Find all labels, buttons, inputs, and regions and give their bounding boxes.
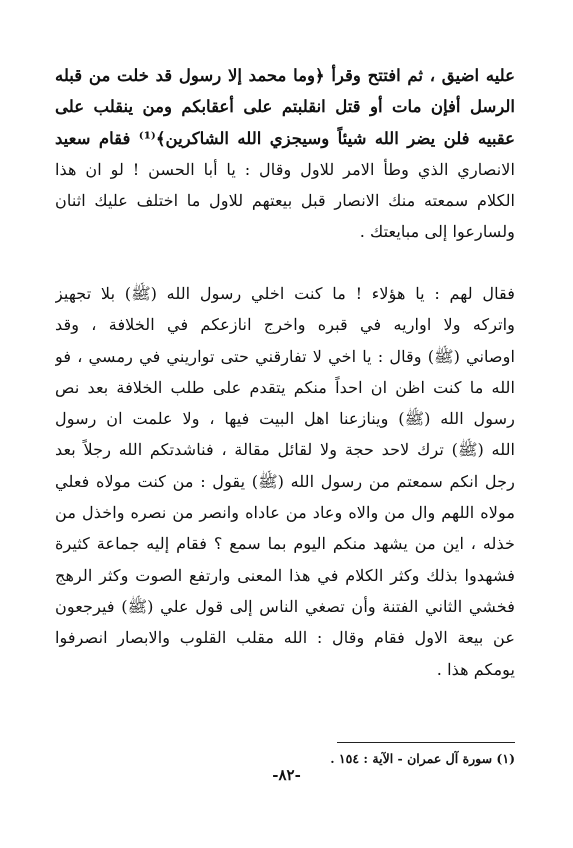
text-line: فشهدوا بذلك وكثر الكلام في هذا المعنى وارتفع الصوت وكثر الرهج: [55, 565, 515, 585]
text-line: اوصاني (ﷺ) وقال : يا اخي لا تفارقني حتى تواريني في رمسي ، فو: [55, 346, 515, 366]
text-line: عقبيه فلن يضر الله شيئاً وسيجزي الله الشاكرين﴾⁽¹⁾ فقام سعيد: [55, 128, 515, 148]
footnote: (١) سورة آل عمران - الآية : ١٥٤ .: [330, 751, 515, 766]
text-line: يومكم هذا .: [436, 659, 515, 679]
paragraph-2: [55, 278, 515, 685]
text-line: الكلام سمعته منك الانصار قبل بيعتهم للاول ما اختلف عليك اثنان: [55, 191, 515, 211]
text-line: الله (ﷺ) ترك لاحد حجة ولا لقائل مقالة ، فناشدتكم الله رجلاً بعد: [55, 440, 515, 460]
text-line: الله ما كنت اظن ان احداً منكم يتقدم على طلب الخلافة بعد نص: [55, 377, 515, 397]
text-line: رجل انكم سمعتم من رسول الله (ﷺ) يقول : من كنت مولاه فعلي: [55, 471, 515, 491]
text-line: رسول الله (ﷺ) وينازعنا اهل البيت فيها ، ولا علمت ان رسول: [55, 409, 515, 429]
text-line: خذله ، اين من يشهد منكم اليوم بما سمع ؟ فقام إليه جماعة كثيرة: [55, 534, 515, 554]
text-line: عليه اضيق ، ثم افتتح وقرأ ﴿وما محمد إلا رسول قد خلت من قبله: [55, 66, 515, 85]
text-line: الانصاري الذي وطأ الامر للاول وقال : يا أبا الحسن ! لو ان هذا: [55, 159, 515, 179]
text-line: فقال لهم : يا هؤلاء ! ما كنت اخلي رسول الله (ﷺ) بلا تجهيز: [55, 284, 515, 303]
text-line: واتركه ولا اواريه في قبره واخرج انازعكم في الخلافة ، وقد: [55, 315, 515, 335]
page-number: -٨٢-: [272, 766, 301, 784]
footnote-divider: [337, 742, 515, 743]
text-line: مولاه اللهم وال من والاه وعاد من عاداه وانصر من نصره واخذل من: [55, 503, 515, 523]
text-line: عن بيعة الاول فقام وقال : الله مقلب القلوب والابصار انصرفوا: [55, 628, 515, 648]
paragraph-1: [55, 60, 515, 248]
text-line: فخشي الثاني الفتنة وأن تصغي الناس إلى قول علي (ﷺ) فيرجعون: [55, 596, 515, 616]
text-line: الرسل أفإن مات أو قتل انقلبتم على أعقابكم ومن ينقلب على: [55, 97, 515, 117]
text-line: ولسارعوا إلى مبايعتك .: [359, 222, 515, 242]
